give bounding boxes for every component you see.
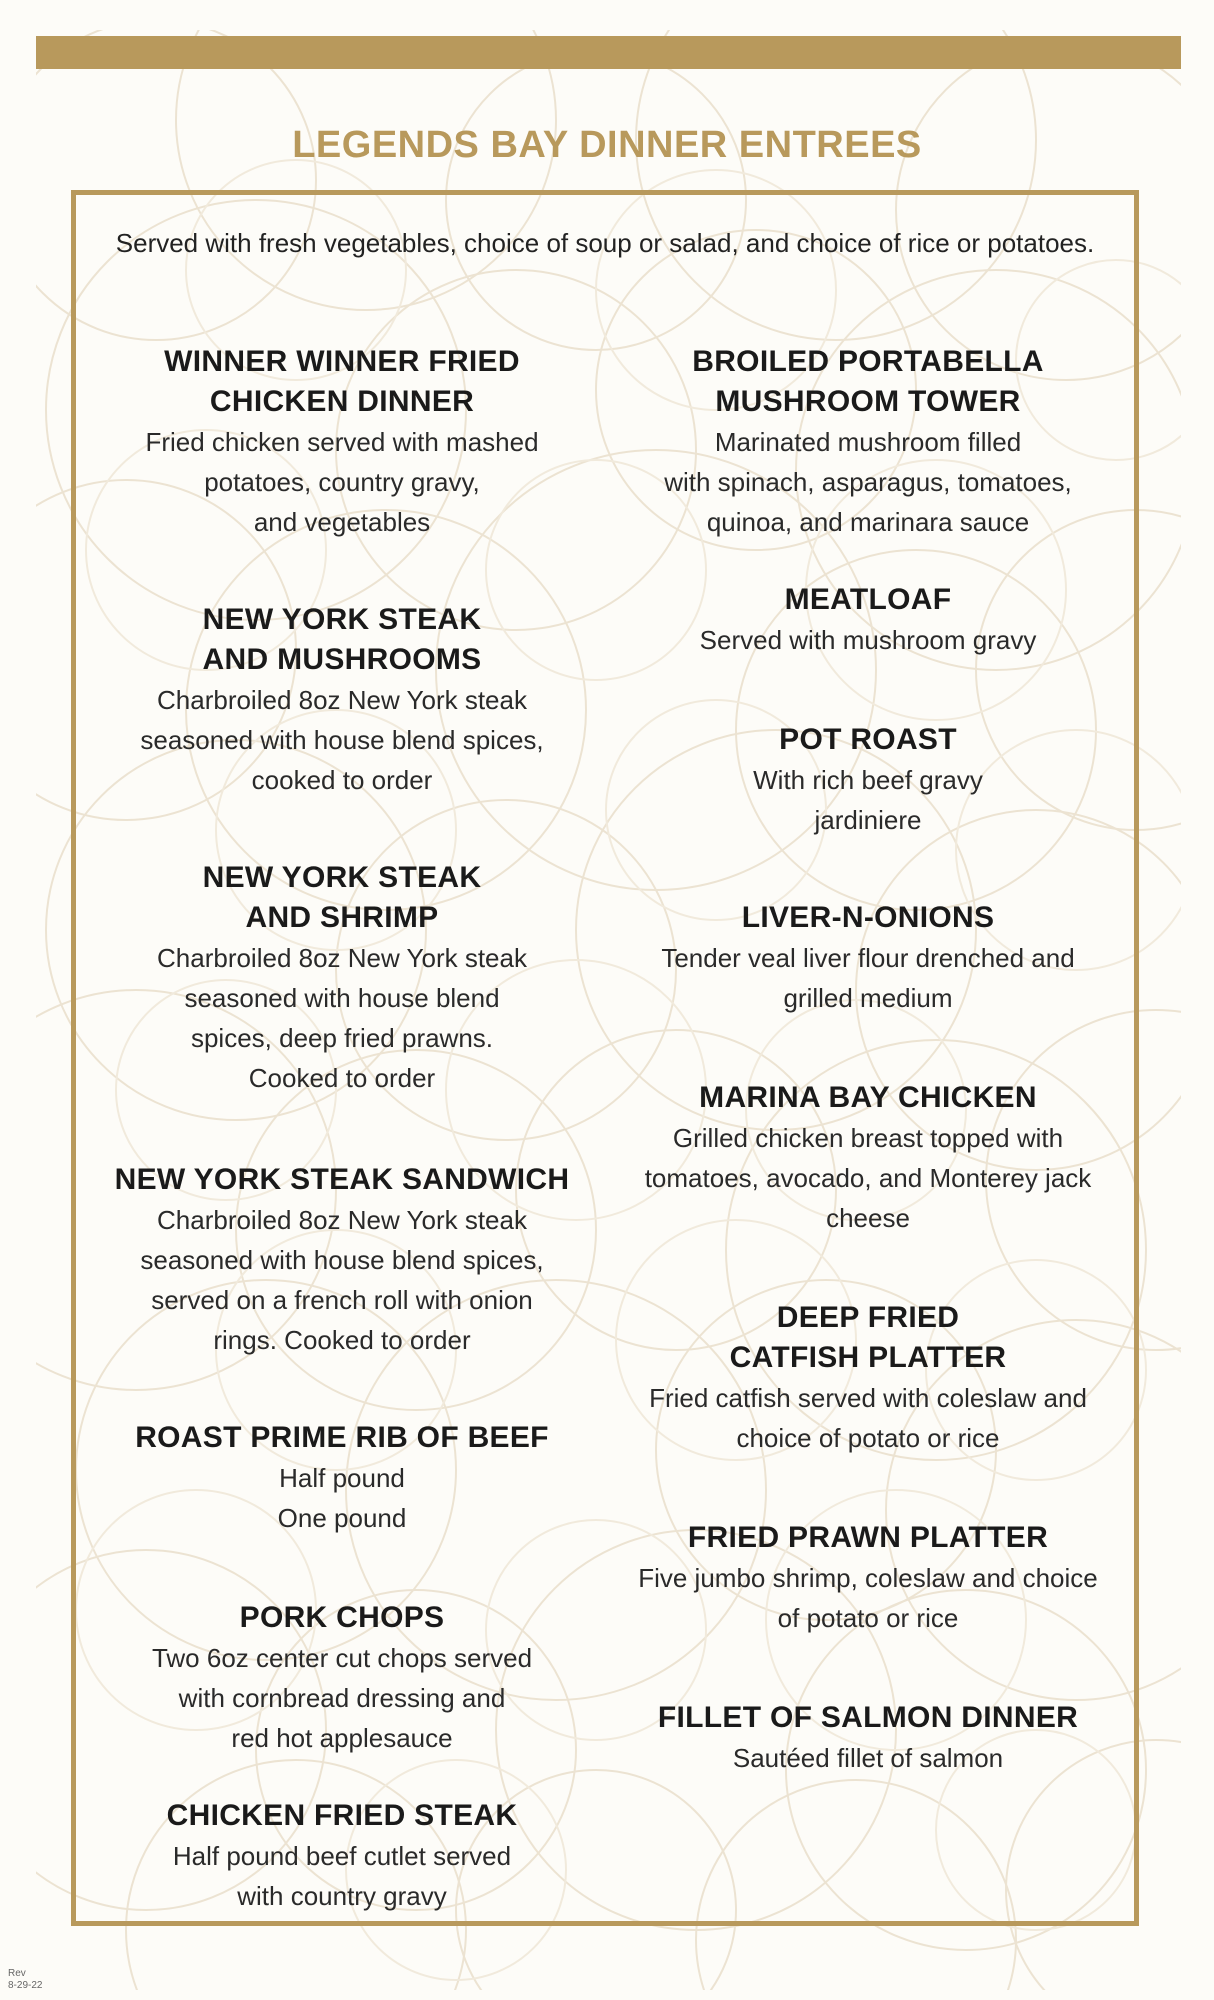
item-description: grilled medium	[783, 983, 953, 1013]
item-name: MUSHROOM TOWER	[715, 385, 1021, 418]
item-description: seasoned with house blend spices,	[140, 1245, 544, 1275]
item-description: potatoes, country gravy,	[204, 467, 480, 497]
item-description: tomatoes, avocado, and Monterey jack	[644, 1163, 1092, 1193]
item-name: LIVER-N-ONIONS	[741, 901, 995, 934]
menu-item-marina-bay-chicken	[618, 1078, 1118, 1238]
item-name: MARINA BAY CHICKEN	[699, 1081, 1037, 1114]
menu-item-liver-onions	[618, 898, 1118, 1018]
revision-date: 8-29-22	[8, 1980, 43, 1991]
item-description: Sautéed fillet of salmon	[732, 1743, 1004, 1773]
page-title: LEGENDS BAY DINNER ENTREES	[292, 124, 922, 166]
menu-item-ny-steak-shrimp	[92, 858, 592, 1098]
item-description: Tender veal liver flour drenched and	[661, 943, 1075, 973]
item-description: of potato or rice	[777, 1603, 959, 1633]
item-name: WINNER WINNER FRIED	[164, 345, 520, 378]
item-name: DEEP FRIED	[776, 1301, 960, 1334]
menu-item-portabella-tower	[618, 342, 1118, 542]
item-name: NEW YORK STEAK	[202, 603, 482, 636]
item-name: MEATLOAF	[784, 583, 952, 616]
item-description: Half pound beef cutlet served	[172, 1841, 512, 1871]
revision-note	[8, 1968, 42, 1992]
menu-item-prime-rib	[92, 1418, 592, 1538]
menu-item-pot-roast	[618, 720, 1118, 840]
item-name: CHICKEN FRIED STEAK	[166, 1799, 518, 1832]
item-description: with country gravy	[237, 1881, 447, 1911]
menu-item-chicken-fried-steak	[92, 1796, 592, 1916]
menu-item-salmon-dinner	[618, 1698, 1118, 1778]
item-description: Cooked to order	[248, 1063, 436, 1093]
item-name: AND SHRIMP	[245, 901, 439, 934]
revision-label: Rev	[8, 1968, 26, 1979]
item-description: seasoned with house blend spices,	[140, 725, 544, 755]
item-name: FILLET OF SALMON DINNER	[657, 1701, 1079, 1734]
item-name: POT ROAST	[779, 723, 957, 756]
item-name: CHICKEN DINNER	[209, 385, 475, 418]
item-description: Charbroiled 8oz New York steak	[157, 943, 527, 973]
item-description: One pound	[277, 1503, 407, 1533]
item-name: PORK CHOPS	[239, 1601, 445, 1634]
item-description: Marinated mushroom filled	[714, 427, 1022, 457]
item-name: FRIED PRAWN PLATTER	[687, 1521, 1049, 1554]
item-name: NEW YORK STEAK SANDWICH	[114, 1163, 570, 1196]
item-description: Charbroiled 8oz New York steak	[157, 1205, 527, 1235]
item-description: Served with mushroom gravy	[699, 625, 1037, 655]
item-description: choice of potato or rice	[736, 1423, 1000, 1453]
item-description: seasoned with house blend	[184, 983, 500, 1013]
menu-item-catfish-platter	[618, 1298, 1118, 1458]
item-name: NEW YORK STEAK	[202, 861, 482, 894]
item-name: ROAST PRIME RIB OF BEEF	[135, 1421, 549, 1454]
item-description: with cornbread dressing and	[178, 1683, 506, 1713]
item-name: AND MUSHROOMS	[202, 643, 482, 676]
menu-item-ny-steak-mushrooms	[92, 600, 592, 800]
menu-item-fried-chicken-dinner	[92, 342, 592, 542]
item-description: cheese	[826, 1203, 910, 1233]
item-description: rings. Cooked to order	[213, 1325, 471, 1355]
item-description: jardiniere	[814, 805, 922, 835]
item-description: with spinach, asparagus, tomatoes,	[664, 467, 1072, 497]
item-description: Charbroiled 8oz New York steak	[157, 685, 527, 715]
item-name: CATFISH PLATTER	[729, 1341, 1007, 1374]
item-description: Grilled chicken breast topped with	[672, 1123, 1064, 1153]
item-description: Fried chicken served with mashed	[145, 427, 539, 457]
item-description: red hot applesauce	[231, 1723, 453, 1753]
item-description: served on a french roll with onion	[151, 1285, 533, 1315]
item-description: quinoa, and marinara sauce	[706, 507, 1030, 537]
top-accent-bar	[36, 36, 1181, 69]
menu-item-ny-steak-sandwich	[92, 1160, 592, 1360]
item-description: Two 6oz center cut chops served	[151, 1643, 533, 1673]
item-description: Fried catfish served with coleslaw and	[649, 1383, 1087, 1413]
intro-text: Served with fresh vegetables, choice of soup or salad, and choice of rice or potatoes.	[115, 228, 1095, 258]
item-description: Half pound	[279, 1463, 405, 1493]
item-description: Five jumbo shrimp, coleslaw and choice	[638, 1563, 1098, 1593]
item-description: cooked to order	[251, 765, 433, 795]
menu-item-prawn-platter	[618, 1518, 1118, 1638]
item-description: spices, deep fried prawns.	[190, 1023, 494, 1053]
menu-item-meatloaf	[618, 580, 1118, 660]
item-description: With rich beef gravy	[753, 765, 983, 795]
item-name: BROILED PORTABELLA	[692, 345, 1044, 378]
menu-item-pork-chops	[92, 1598, 592, 1758]
item-description: and vegetables	[253, 507, 431, 537]
